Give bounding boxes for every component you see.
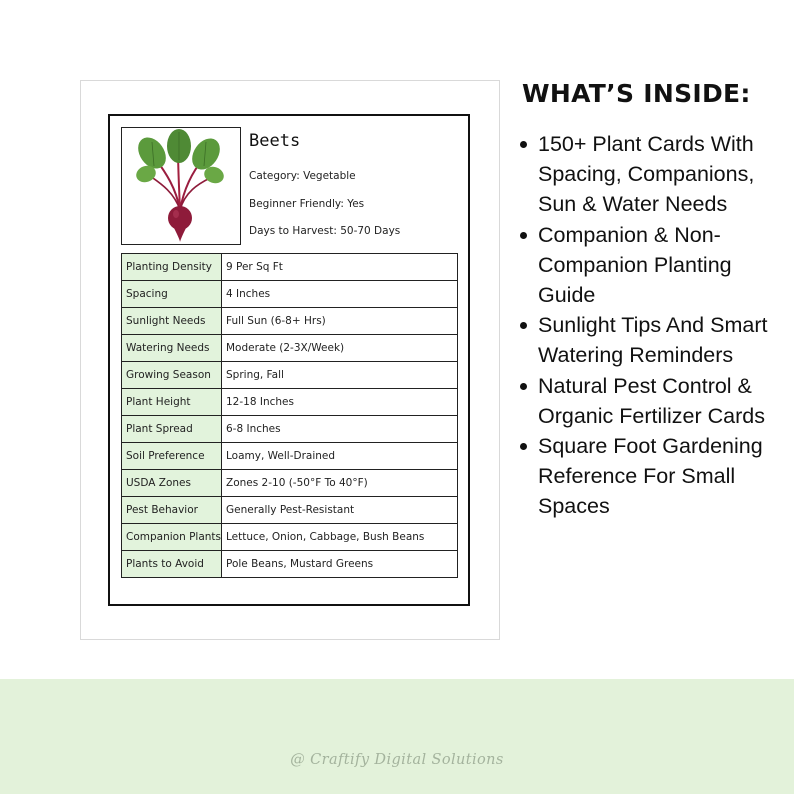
list-item-text: Natural Pest Control & Organic Fertilizer Cards bbox=[538, 373, 765, 428]
spec-label: Growing Season bbox=[122, 362, 222, 389]
spec-label: Companion Plants bbox=[122, 524, 222, 551]
list-item bbox=[518, 310, 786, 370]
beet-illustration-icon bbox=[122, 128, 240, 244]
bullet-icon bbox=[520, 383, 527, 390]
spec-value: Full Sun (6-8+ Hrs) bbox=[222, 308, 458, 335]
list-item bbox=[518, 371, 786, 431]
table-row bbox=[122, 416, 458, 443]
plant-specs-table bbox=[121, 253, 458, 578]
table-row bbox=[122, 443, 458, 470]
plant-image bbox=[121, 127, 241, 245]
table-row bbox=[122, 308, 458, 335]
list-item-text: Sunlight Tips And Smart Watering Reminders bbox=[538, 313, 768, 368]
table-row bbox=[122, 281, 458, 308]
table-row bbox=[122, 551, 458, 578]
spec-value: Loamy, Well-Drained bbox=[222, 443, 458, 470]
beginner-friendly: Beginner Friendly: Yes bbox=[249, 198, 365, 210]
bullet-icon bbox=[520, 443, 527, 450]
spec-value: Lettuce, Onion, Cabbage, Bush Beans bbox=[222, 524, 458, 551]
spec-label: Pest Behavior bbox=[122, 497, 222, 524]
table-row bbox=[122, 389, 458, 416]
spec-label: Soil Preference bbox=[122, 443, 222, 470]
spec-value: 6-8 Inches bbox=[222, 416, 458, 443]
spec-label: USDA Zones bbox=[122, 470, 222, 497]
list-item bbox=[518, 129, 786, 220]
plant-name: Beets bbox=[249, 131, 301, 151]
bullet-icon bbox=[520, 141, 527, 148]
spec-label: Spacing bbox=[122, 281, 222, 308]
table-row bbox=[122, 497, 458, 524]
list-item bbox=[518, 220, 786, 311]
spec-label: Plant Height bbox=[122, 389, 222, 416]
spec-value: Generally Pest-Resistant bbox=[222, 497, 458, 524]
spec-label: Plants to Avoid bbox=[122, 551, 222, 578]
spec-label: Sunlight Needs bbox=[122, 308, 222, 335]
spec-value: 12-18 Inches bbox=[222, 389, 458, 416]
list-item-text: 150+ Plant Cards With Spacing, Companions, Sun & Water Needs bbox=[538, 132, 755, 217]
spec-value: Zones 2-10 (-50°F To 40°F) bbox=[222, 470, 458, 497]
table-row bbox=[122, 362, 458, 389]
table-row bbox=[122, 254, 458, 281]
plant-category: Category: Vegetable bbox=[249, 170, 356, 182]
spec-label: Plant Spread bbox=[122, 416, 222, 443]
days-to-harvest: Days to Harvest: 50-70 Days bbox=[249, 225, 401, 237]
spec-value: Pole Beans, Mustard Greens bbox=[222, 551, 458, 578]
list-item bbox=[518, 431, 786, 522]
feature-list bbox=[518, 129, 786, 522]
table-row bbox=[122, 470, 458, 497]
table-row bbox=[122, 524, 458, 551]
bullet-icon bbox=[520, 232, 527, 239]
spec-label: Planting Density bbox=[122, 254, 222, 281]
spec-value: 4 Inches bbox=[222, 281, 458, 308]
spec-value: Spring, Fall bbox=[222, 362, 458, 389]
footer-band bbox=[0, 679, 794, 794]
spec-value: 9 Per Sq Ft bbox=[222, 254, 458, 281]
footer-credit: @ Craftify Digital Solutions bbox=[290, 752, 504, 768]
spec-value: Moderate (2-3X/Week) bbox=[222, 335, 458, 362]
list-item-text: Companion & Non-Companion Planting Guide bbox=[538, 222, 732, 308]
spec-label: Watering Needs bbox=[122, 335, 222, 362]
list-item-text: Square Foot Gardening Reference For Small Spaces bbox=[538, 434, 763, 519]
whats-inside-heading: WHAT’S INSIDE: bbox=[522, 79, 751, 108]
bullet-icon bbox=[520, 322, 527, 329]
table-row bbox=[122, 335, 458, 362]
